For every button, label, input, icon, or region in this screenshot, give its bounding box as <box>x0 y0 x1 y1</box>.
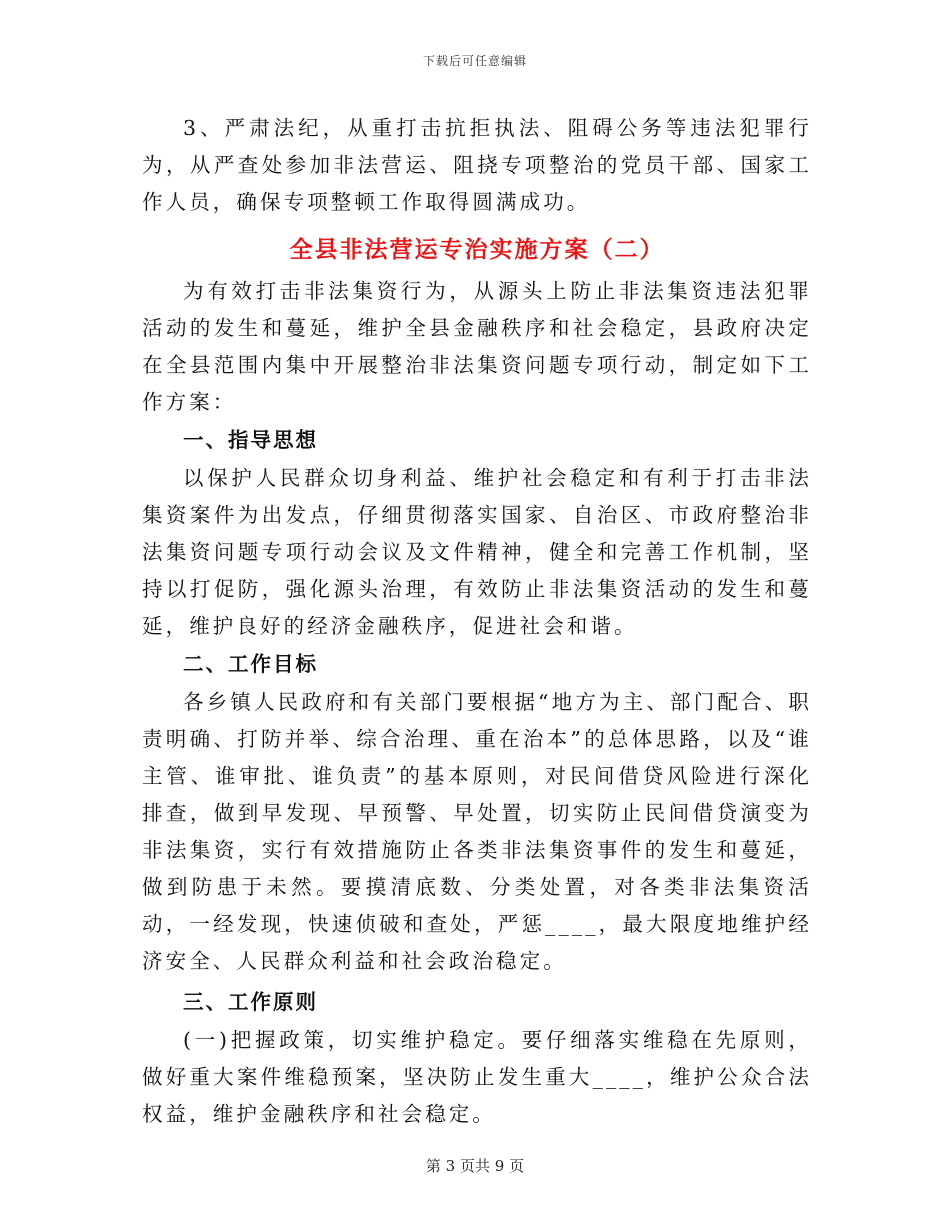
paragraph-principle-1: (一)把握政策，切实维护稳定。要仔细落实维稳在先原则，做好重大案件维稳预案，坚决防止发生重大____，维护公众合法权益，维护金融秩序和社会稳定。 <box>142 1028 812 1126</box>
document-title: 全县非法营运专治实施方案（二） <box>289 236 665 263</box>
paragraph-work-goals: 各乡镇人民政府和有关部门要根据“地方为主、部门配合、职责明确、打防并举、综合治理、重在治本”的总体思路，以及“谁主管、谁审批、谁负责”的基本原则，对民间借贷风险进行深化排查，做到早发现、早预警、早处置，切实防止民间借贷演变为非法集资，实行有效措施防止各类非法集资事件的发生和蔓延，做到防患于未然。要摸清底数、分类处置，对各类非法集资活动，一经发现，快速侦破和查处，严惩____，最大限度地维护经济安全、人民群众利益和社会政治稳定。 <box>142 690 812 973</box>
header-note: 下载后可任意编辑 <box>422 54 527 68</box>
paragraph-guiding-ideology: 以保护人民群众切身利益、维护社会稳定和有利于打击非法集资案件为出发点，仔细贯彻落实国家、自治区、市政府整治非法集资问题专项行动会议及文件精神，健全和完善工作机制，坚持以打促防，强化源头治理，有效防止非法集资活动的发生和蔓延，维护良好的经济金融秩序，促进社会和谐。 <box>142 466 812 638</box>
page-number: 第 3 页共 9 页 <box>425 1157 525 1175</box>
paragraph-item-3: 3、严肃法纪，从重打击抗拒执法、阻碍公务等违法犯罪行为，从严查处参加非法营运、阻挠专项整治的党员干部、国家工作人员，确保专项整顿工作取得圆满成功。 <box>142 116 812 214</box>
document-body <box>142 110 812 1133</box>
paragraph-opening: 为有效打击非法集资行为，从源头上防止非法集资违法犯罪活动的发生和蔓延，维护全县金融秩序和社会稳定，县政府决定在全县范围内集中开展整治非法集资问题专项行动，制定如下工作方案： <box>142 279 812 414</box>
section-heading-guiding-ideology: 一、指导思想 <box>183 428 318 452</box>
section-heading-work-goals: 二、工作目标 <box>183 652 318 676</box>
section-heading-work-principles: 三、工作原则 <box>183 990 318 1014</box>
